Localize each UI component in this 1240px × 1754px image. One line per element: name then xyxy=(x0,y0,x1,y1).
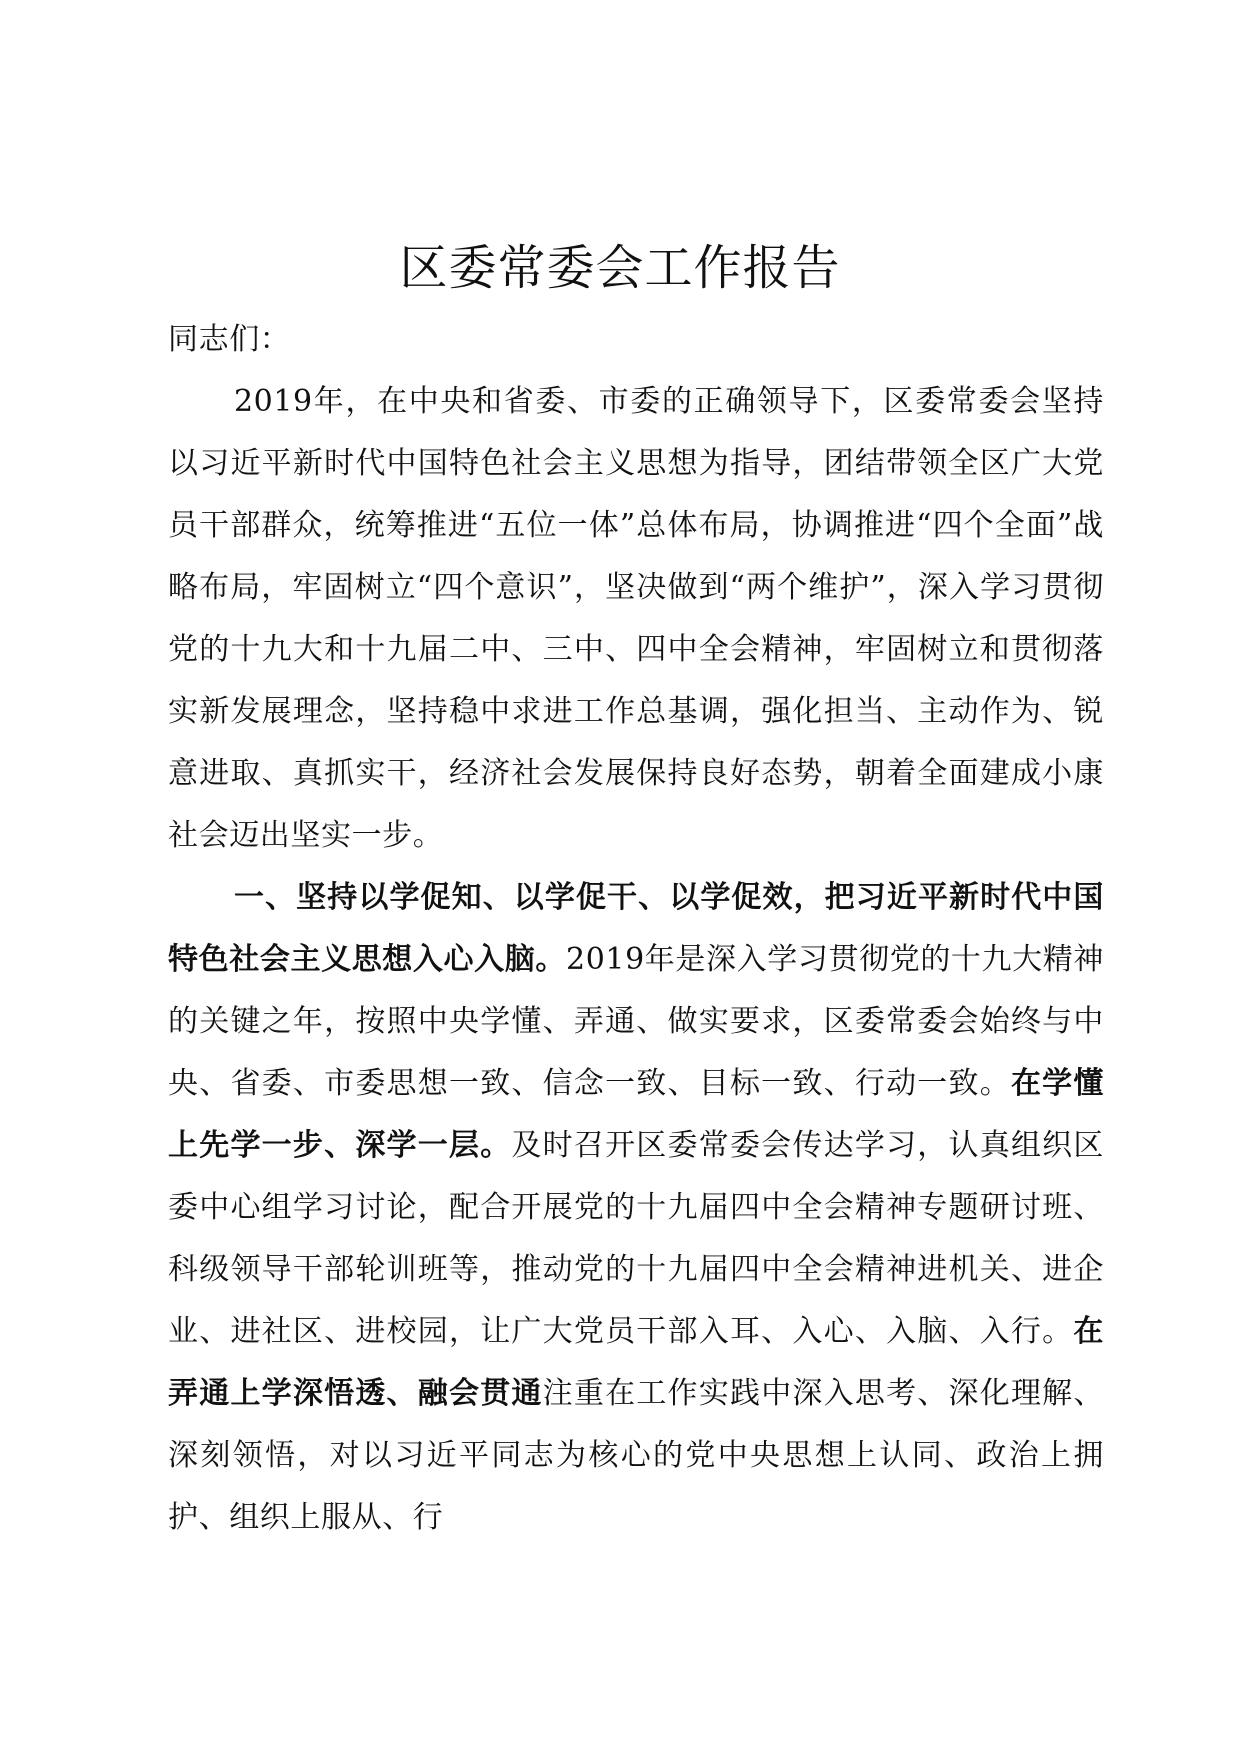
salutation: 同志们： xyxy=(168,322,291,357)
document-title: 区委常委会工作报告 xyxy=(399,240,841,296)
section-one-text-1: 2019年是深入学习贯彻党的十九大精神的关键之年，按照中央学懂、弄通、做实要求，区委常委会始终与中央、省委、市委思想一致、信念一致、目标一致、行动一致。 xyxy=(168,942,1104,1101)
paragraph-section-one xyxy=(168,867,1104,1549)
section-one-bold-phrase-2: 在弄通上学深悟透、融会贯通 xyxy=(168,1314,1104,1411)
document-body xyxy=(168,309,1104,1549)
section-one-bold-phrase-1: 在学懂上先学一步、深学一层。 xyxy=(168,1066,1104,1163)
paragraph-intro: 2019年，在中央和省委、市委的正确领导下，区委常委会坚持以习近平新时代中国特色社会主义思想为指导，团结带领全区广大党员干部群众，统筹推进“五位一体”总体布局，协调推进“四个全面”战略布局，牢固树立“四个意识”，坚决做到“两个维护”，深入学习贯彻党的十九大和十九届二中、三中、四中全会精神，牢固树立和贯彻落实新发展理念，坚持稳中求进工作总基调，强化担当、主动作为、锐意进取、真抓实干，经济社会发展保持良好态势，朝着全面建成小康社会迈出坚实一步。 xyxy=(168,384,1104,853)
section-one-heading: 一、坚持以学促知、以学促干、以学促效，把习近平新时代中国特色社会主义思想入心入脑。 xyxy=(168,880,1104,977)
section-one-text-2: 及时召开区委常委会传达学习，认真组织区委中心组学习讨论，配合开展党的十九届四中全会精神专题研讨班、科级领导干部轮训班等，推动党的十九届四中全会精神进机关、进企业、进社区、进校园，让广大党员干部入耳、入心、入脑、入行。 xyxy=(168,1128,1104,1349)
section-one-text-3: 注重在工作实践中深入思考、深化理解、深刻领悟，对以习近平同志为核心的党中央思想上认同、政治上拥护、组织上服从、行 xyxy=(168,1376,1104,1535)
